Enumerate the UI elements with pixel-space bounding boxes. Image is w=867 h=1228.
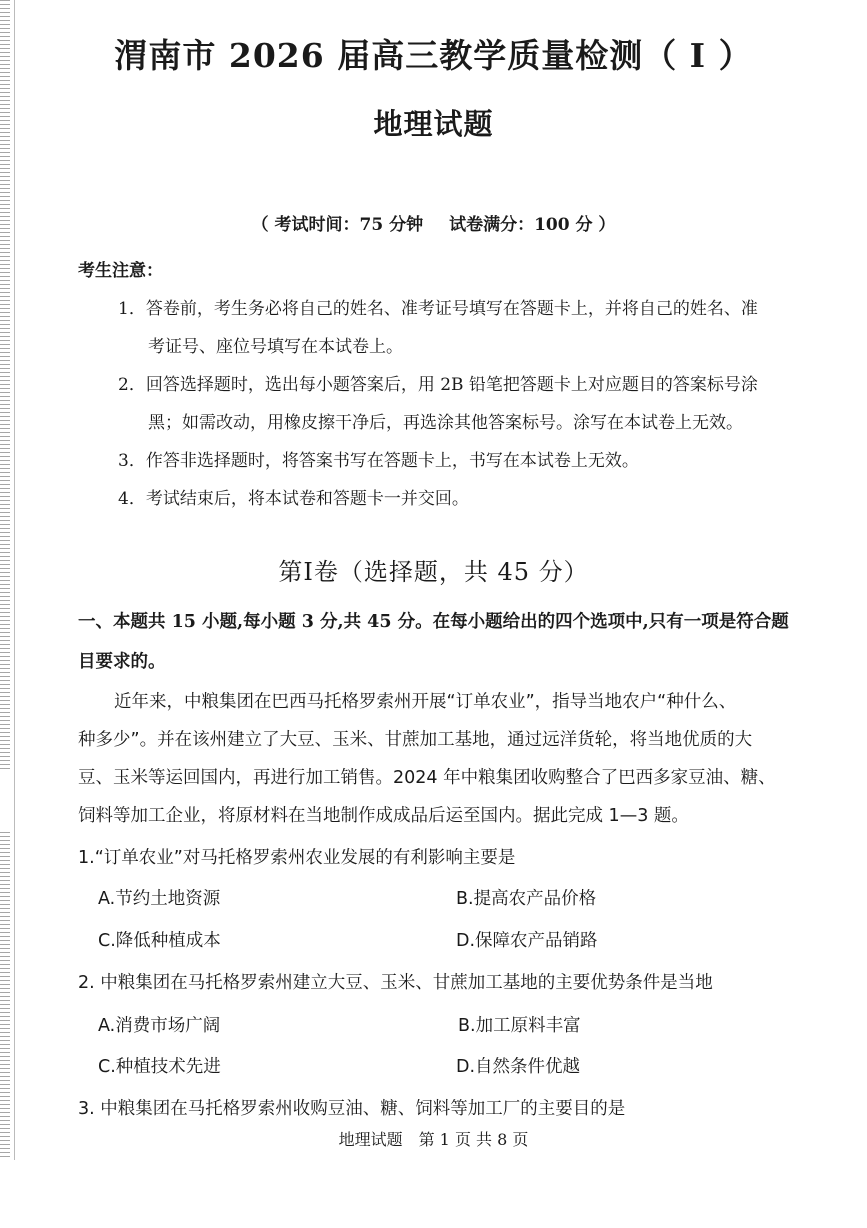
notice-item-2-cont: 黑；如需改动，用橡皮擦干净后，再选涂其他答案标号。涂写在本试卷上无效。: [148, 413, 743, 433]
question-2-option-a[interactable]: A.消费市场广阔: [98, 1016, 221, 1036]
subject-title: 地理试题: [373, 107, 494, 141]
part-instruction-cont: 目要求的。: [78, 652, 166, 672]
notice-item-1-cont: 考证号、座位号填写在本试卷上。: [148, 337, 403, 357]
notice-item-4: 4．考试结束后，将本试卷和答题卡一并交回。: [118, 489, 469, 509]
binding-margin-gap: [0, 770, 10, 830]
material-line-3: 豆、玉米等运回国内，再进行加工销售。2024 年中粮集团收购整合了巴西多家豆油、糖、: [78, 768, 776, 788]
exam-title: 渭南市 2026 届高三教学质量检测（ Ⅰ ）: [114, 36, 753, 75]
section-title: 第Ⅰ卷（选择题，共 45 分）: [278, 558, 589, 586]
page-footer: 地理试题 第 1 页 共 8 页: [338, 1130, 529, 1149]
question-2-option-c[interactable]: C.种植技术先进: [98, 1057, 221, 1077]
part-instruction: 一、本题共 15 小题,每小题 3 分,共 45 分。在每小题给出的四个选项中,只有一项是符合题: [78, 612, 789, 632]
material-line-2: 种多少”。并在该州建立了大豆、玉米、甘蔗加工基地，通过远洋货轮，将当地优质的大: [78, 730, 753, 750]
question-2-stem: 2. 中粮集团在马托格罗索州建立大豆、玉米、甘蔗加工基地的主要优势条件是当地: [78, 973, 713, 993]
question-2-option-b[interactable]: B.加工原料丰富: [458, 1016, 581, 1036]
question-2-option-d[interactable]: D.自然条件优越: [456, 1057, 581, 1077]
exam-info: [0, 210, 867, 235]
question-3-stem: 3. 中粮集团在马托格罗索州收购豆油、糖、饲料等加工厂的主要目的是: [78, 1099, 626, 1119]
notice-title: 考生注意：: [78, 261, 163, 281]
question-1-option-b[interactable]: B.提高农产品价格: [456, 889, 597, 909]
question-1-stem: 1.“订单农业”对马托格罗索州农业发展的有利影响主要是: [78, 848, 516, 868]
material-line-1: 近年来，中粮集团在巴西马托格罗索州开展“订单农业”，指导当地农户“种什么、: [114, 692, 737, 712]
notice-item-3: 3．作答非选择题时，将答案书写在答题卡上，书写在本试卷上无效。: [118, 451, 639, 471]
exam-time: （ 考试时间：75 分钟: [251, 215, 424, 235]
material-line-4: 饲料等加工企业，将原材料在当地制作成成品后运至国内。据此完成 1—3 题。: [78, 806, 689, 826]
notice-item-1: 1．答卷前，考生务必将自己的姓名、准考证号填写在答题卡上，并将自己的姓名、准: [118, 299, 758, 319]
question-1-option-c[interactable]: C.降低种植成本: [98, 931, 221, 951]
question-1-option-a[interactable]: A.节约土地资源: [98, 889, 221, 909]
notice-item-2: 2．回答选择题时，选出每小题答案后，用 2B 铅笔把答题卡上对应题目的答案标号涂: [118, 375, 758, 395]
question-1-option-d[interactable]: D.保障农产品销路: [456, 931, 598, 951]
exam-full-score: 试卷满分：100 分 ）: [449, 215, 616, 235]
